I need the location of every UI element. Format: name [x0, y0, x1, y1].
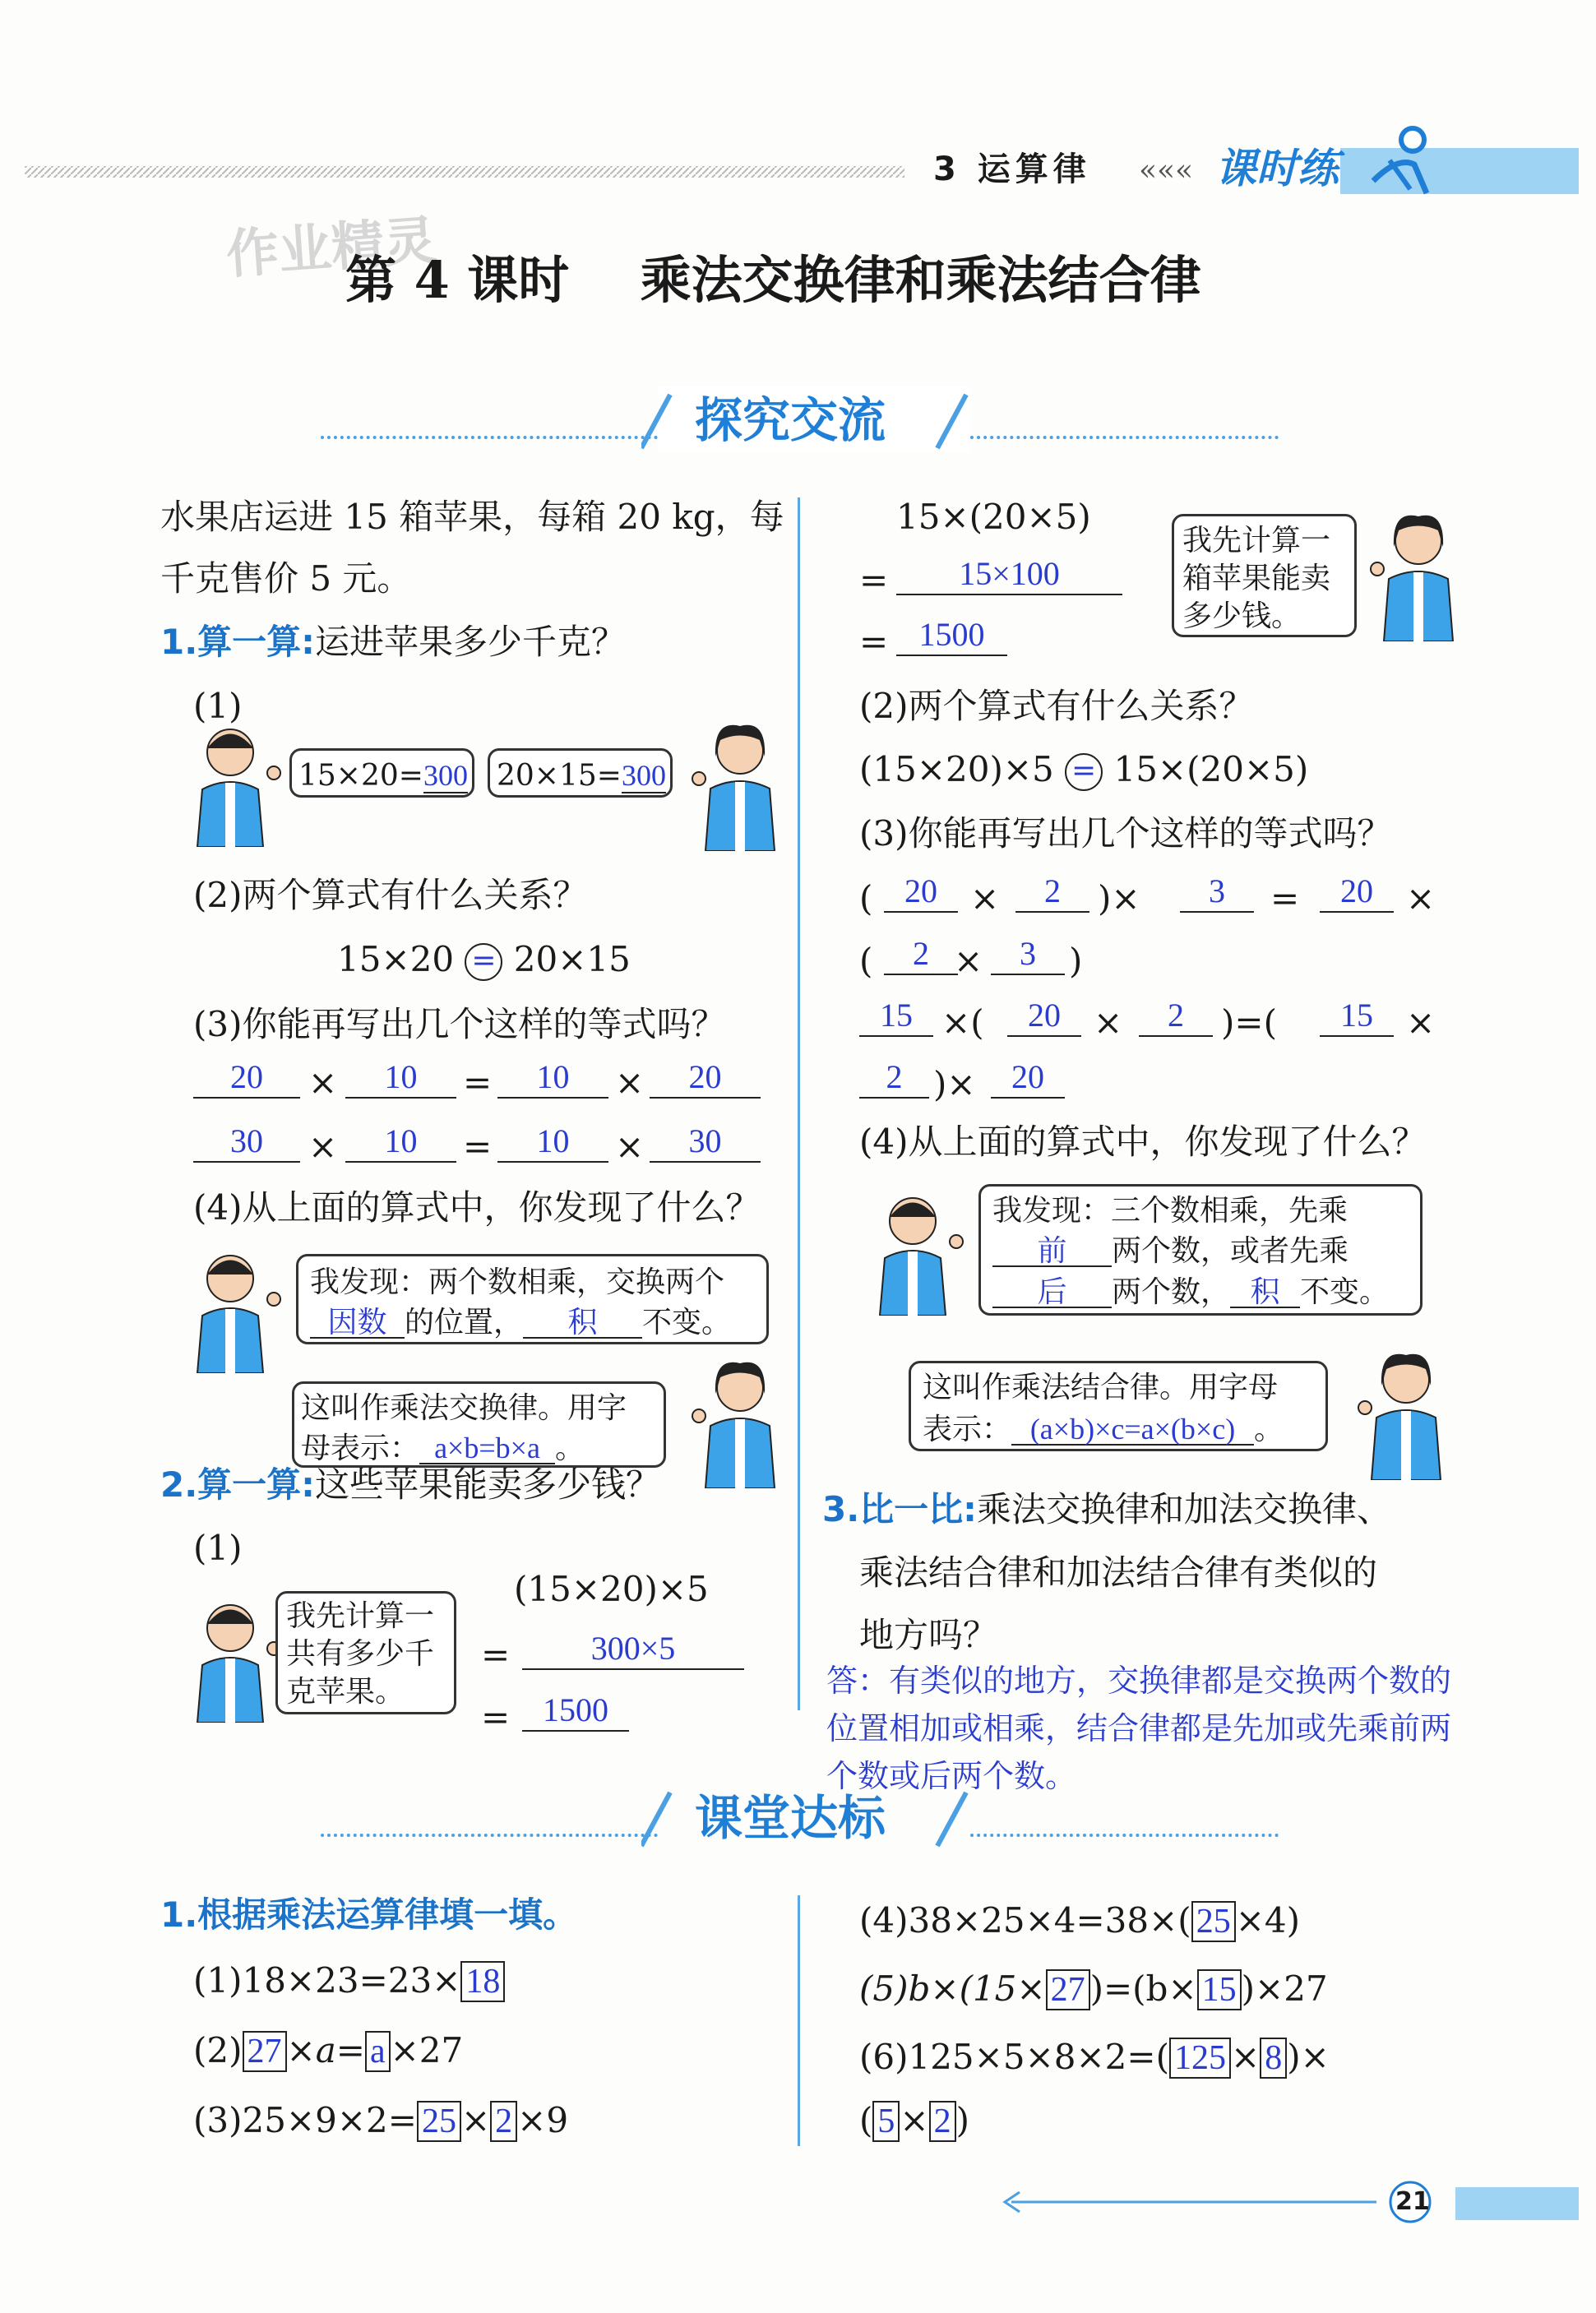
bubble-line: 我先计算一	[1182, 524, 1331, 557]
answer-blank: 2	[1015, 875, 1089, 913]
item-text: ×27	[390, 2030, 464, 2070]
relation-right: 20×15	[513, 939, 631, 979]
law-line-2: 母表示：	[301, 1432, 420, 1465]
speech-bubble	[275, 1591, 456, 1714]
discovery-answer-product: 积	[1230, 1277, 1300, 1308]
bubble-line: 多少钱。	[1182, 599, 1302, 633]
girl-icon	[691, 1357, 785, 1488]
answer-blank: 20	[1007, 999, 1081, 1037]
answer-blank: 2	[859, 1061, 929, 1099]
answer-box: 125	[1169, 2038, 1231, 2079]
q3-text: 乘法交换律和加法交换律、	[976, 1489, 1391, 1529]
item-text: ×	[1230, 2037, 1261, 2077]
answer-blank: 10	[497, 1061, 608, 1099]
relation-symbol: =	[1065, 753, 1103, 791]
answer-box: 25	[1191, 1901, 1236, 1942]
discovery-bubble	[296, 1254, 769, 1344]
law-answer: (a×b)×c=a×(b×c)	[1011, 1414, 1254, 1446]
chevrons: «««	[1139, 154, 1194, 187]
answer-box: 8	[1260, 2038, 1287, 2079]
practice-item-1	[193, 1961, 505, 2002]
equals-sign: =	[463, 1126, 493, 1167]
law-answer: a×b=b×a	[419, 1433, 555, 1464]
practice-heading: 课堂达标	[695, 1790, 886, 1846]
q2-part4: (4)从上面的算式中，你发现了什么？	[859, 1122, 1427, 1162]
answer-blank: 20	[193, 1061, 300, 1099]
answer-box: 18	[460, 1961, 505, 2002]
discovery-answer-front: 前	[992, 1236, 1112, 1267]
answer-box: 27	[1046, 1969, 1090, 2010]
law-bubble	[909, 1361, 1328, 1451]
law-end: 。	[1254, 1413, 1284, 1446]
answer-blank: 10	[345, 1061, 456, 1099]
q3-answer-line-2: 位置相加或相乘，结合律都是先加或先乘前两	[826, 1710, 1452, 1746]
paren-times: )×	[1098, 878, 1140, 918]
bubble-line: 我先计算一	[286, 1599, 435, 1633]
discovery-bubble	[978, 1184, 1423, 1316]
paren-equals: )=(	[1221, 1002, 1277, 1043]
watermark: 作业精灵	[224, 210, 439, 286]
item-text: (3)25×9×2=	[193, 2100, 417, 2140]
item-text: (5)b×(15×	[859, 1968, 1046, 2009]
answer-blank: 10	[345, 1125, 456, 1163]
q1-part2: (2)两个算式有什么关系？	[193, 875, 588, 915]
bubble-line: 共有多少千	[286, 1637, 435, 1671]
q3-line-3: 地方吗？	[859, 1615, 998, 1655]
equals-sign: =	[481, 1635, 511, 1675]
answer-blank: 1500	[522, 1694, 629, 1732]
answer-blank: 20	[1320, 875, 1394, 913]
q1-part3: (3)你能再写出几个这样的等式吗？	[193, 1004, 726, 1044]
answer-box: 5	[872, 2101, 900, 2142]
paren-open: (	[859, 941, 873, 981]
q1-line	[160, 622, 626, 662]
runner-logo-icon	[1365, 123, 1439, 197]
answer-blank: 1500	[896, 618, 1007, 656]
practice-item-2	[193, 2031, 463, 2072]
times-sign: ×	[970, 878, 1000, 918]
expr-right: 15×(20×5)	[896, 497, 1091, 537]
item-text: )	[955, 2100, 969, 2140]
answer-blank: 3	[991, 937, 1065, 975]
practice-item-4	[859, 1901, 1300, 1942]
paren-open: (	[859, 878, 873, 918]
bubble-line: 克苹果。	[286, 1675, 405, 1709]
answer-blank: 15	[859, 999, 933, 1037]
boy-icon	[187, 724, 286, 847]
q1-part1: (1)	[193, 686, 243, 726]
equals-sign: =	[859, 560, 889, 600]
times-sign: ×	[308, 1062, 338, 1103]
discovery-answer-factor: 因数	[310, 1307, 405, 1339]
relation-left: 15×20	[337, 939, 455, 979]
practice-item-3	[193, 2101, 568, 2142]
item-text: )=(b×	[1089, 1968, 1197, 2009]
answer-blank: 2	[884, 937, 958, 975]
chapter-label: 3 运算律	[933, 150, 1091, 188]
discovery-line-1: 我发现：三个数相乘，先乘	[992, 1194, 1349, 1228]
paren-close: )	[1069, 941, 1083, 981]
answer-blank: 20	[884, 875, 958, 913]
item-text: (2)	[193, 2030, 243, 2070]
answer-blank: 3	[1180, 875, 1254, 913]
brand-logo: 课时练	[1215, 145, 1339, 192]
discovery-line-1: 我发现：两个数相乘，交换两个	[310, 1265, 725, 1299]
item-text: (4)38×25×4=38×(	[859, 1900, 1191, 1941]
q3-answer-line-1: 答：有类似的地方，交换律都是交换两个数的	[826, 1663, 1452, 1699]
page-number: 21	[1395, 2187, 1430, 2216]
times-sign: ×	[1406, 1002, 1436, 1043]
item-text: ×9	[517, 2100, 569, 2140]
practice-item-6-cont	[859, 2101, 969, 2142]
law-line-1: 这叫作乘法交换律。用字	[301, 1391, 627, 1425]
q2-line	[160, 1464, 660, 1505]
law-end: 。	[555, 1432, 585, 1465]
item-text: (	[859, 2100, 873, 2140]
times-sign: ×	[308, 1126, 338, 1167]
q3-line-1	[822, 1489, 1391, 1529]
answer-blank: 2	[1139, 999, 1213, 1037]
answer-blank: 20	[650, 1061, 761, 1099]
q1-text: 运进苹果多少千克？	[314, 622, 626, 662]
item-text: (1)18×23=23×	[193, 1960, 461, 2001]
relation-left: (15×20)×5	[859, 749, 1054, 789]
bubble-line: 箱苹果能卖	[1182, 562, 1331, 595]
q3-head: 3.比一比:	[822, 1489, 977, 1529]
practice-item-5	[859, 1969, 1328, 2010]
answer-box: 25	[417, 2101, 461, 2142]
relation-symbol: =	[465, 943, 502, 981]
answer-blank: 15×100	[896, 557, 1122, 595]
speech-bubble	[289, 748, 474, 798]
q2-text: 这些苹果能卖多少钱？	[314, 1464, 660, 1505]
law-line-2: 表示：	[923, 1413, 1012, 1446]
answer-box: a	[365, 2031, 391, 2072]
answer-box: 2	[929, 2101, 956, 2142]
eq-a-answer: 300	[423, 759, 468, 792]
page-title: 第 4 课时 乘法交换律和乘法结合律	[345, 250, 1201, 310]
times-sign: ×	[1406, 878, 1436, 918]
item-text: ×	[900, 2100, 929, 2140]
item-text: ×4)	[1235, 1900, 1301, 1941]
girl-icon	[1369, 510, 1464, 641]
practice-item-6	[859, 2038, 1330, 2079]
intro-line-2: 千克售价 5 元。	[160, 558, 412, 599]
eq-a-lhs: 15×20=	[298, 759, 423, 793]
discovery-end: 不变。	[642, 1306, 732, 1339]
boy-icon	[187, 1599, 286, 1723]
footer-arrow	[995, 2179, 1579, 2228]
answer-blank: 20	[991, 1061, 1065, 1099]
answer-blank: 10	[497, 1125, 608, 1163]
boy-icon	[870, 1192, 969, 1316]
q1-relation	[337, 939, 631, 981]
discovery-end: 不变。	[1300, 1275, 1390, 1309]
girl-icon	[691, 719, 785, 851]
column-divider	[798, 497, 800, 1710]
times-paren: ×(	[941, 1002, 984, 1043]
q1-part4: (4)从上面的算式中，你发现了什么？	[193, 1187, 761, 1228]
q2-part3: (3)你能再写出几个这样的等式吗？	[859, 813, 1392, 853]
discovery-mid: 的位置，	[405, 1306, 524, 1339]
answer-blank: 15	[1320, 999, 1394, 1037]
times-sign: ×	[1094, 1002, 1123, 1043]
times-sign: ×	[954, 941, 983, 981]
paren-times: )×	[933, 1064, 976, 1104]
eq-b-answer: 300	[621, 759, 666, 792]
q1-head: 1.算一算:	[160, 622, 315, 662]
relation-right: 15×(20×5)	[1113, 749, 1309, 789]
speech-bubble	[1172, 514, 1357, 637]
speech-bubble	[488, 748, 673, 798]
equals-sign: =	[1270, 878, 1300, 918]
q2-part2: (2)两个算式有什么关系？	[859, 686, 1254, 726]
answer-blank: 300×5	[522, 1632, 744, 1670]
boy-icon	[187, 1250, 286, 1373]
q3-line-2: 乘法结合律和加法结合律有类似的	[859, 1552, 1378, 1593]
item-text: ×	[460, 2100, 491, 2140]
item-text: )×	[1287, 2037, 1330, 2077]
discovery-line-3: 两个数，	[1112, 1275, 1231, 1309]
answer-box: 2	[490, 2101, 517, 2142]
intro-line-1: 水果店运进 15 箱苹果，每箱 20 kg，每	[160, 497, 784, 537]
item-text: ×a=	[286, 2030, 365, 2070]
practice-head: 1.根据乘法运算律填一填。	[160, 1894, 578, 1935]
q3-answer-line-3: 个数或后两个数。	[826, 1758, 1077, 1794]
column-divider	[798, 1895, 800, 2146]
q2-head: 2.算一算:	[160, 1464, 315, 1505]
q2-relation	[859, 749, 1309, 791]
discovery-line-2: 两个数，或者先乘	[1112, 1234, 1349, 1268]
equals-sign: =	[481, 1697, 511, 1737]
answer-box: 15	[1197, 1969, 1242, 2010]
times-sign: ×	[615, 1062, 645, 1103]
law-bubble	[292, 1381, 666, 1468]
q2-part1: (1)	[193, 1528, 243, 1568]
discovery-answer-back: 后	[992, 1277, 1112, 1308]
eq-b-lhs: 20×15=	[497, 759, 622, 793]
girl-icon	[1357, 1348, 1451, 1480]
law-line-1: 这叫作乘法结合律。用字母	[923, 1371, 1279, 1404]
header-band	[25, 145, 1579, 197]
explore-heading: 探究交流	[695, 392, 886, 448]
expr-left: (15×20)×5	[514, 1569, 709, 1609]
answer-blank: 30	[650, 1125, 761, 1163]
answer-blank: 30	[193, 1125, 300, 1163]
item-text: (6)125×5×8×2=(	[859, 2037, 1169, 2077]
equals-sign: =	[859, 622, 889, 662]
answer-box: 27	[243, 2031, 287, 2072]
times-sign: ×	[615, 1126, 645, 1167]
discovery-answer-product: 积	[523, 1307, 642, 1339]
equals-sign: =	[463, 1062, 493, 1103]
item-text: )×27	[1241, 1968, 1328, 2009]
